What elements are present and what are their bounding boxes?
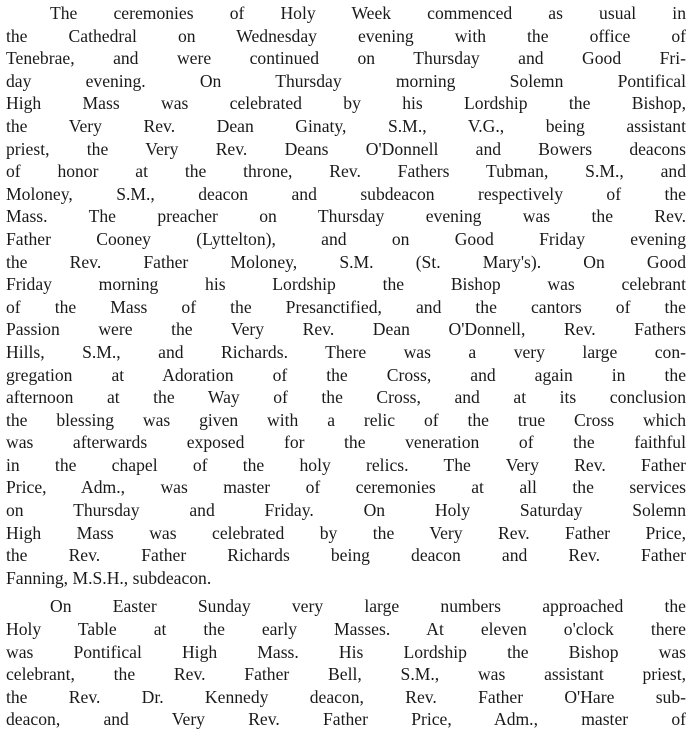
text-line: Holy Table at the early Masses. At eleven o'clock there xyxy=(6,619,686,640)
text-line: Mass. The preacher on Thursday evening was the Rev. xyxy=(6,206,686,227)
text-line: The ceremonies of Holy Week commenced as usual in xyxy=(50,3,686,23)
text-line: in the chapel of the holy relics. The Very Rev. Father xyxy=(6,454,686,475)
text-line: on Thursday and Friday. On Holy Saturday Solemn xyxy=(6,500,686,521)
text-line: the Very Rev. Dean Ginaty, S.M., V.G., being assistant xyxy=(6,115,686,136)
paragraph-easter-sunday xyxy=(6,595,686,731)
text-line: gregation at Adoration of the Cross, and again in the xyxy=(6,364,686,385)
text-line: High Mass was celebrated by his Lordship the Bishop, xyxy=(6,93,686,114)
text-line: On Easter Sunday very large numbers approached the xyxy=(50,596,686,617)
text-line: the Rev. Father Richards being deacon and Rev. Father xyxy=(6,545,686,566)
text-line: the Cathedral on Wednesday evening with the office of xyxy=(6,25,686,46)
text-line: of the Mass of the Presanctified, and the cantors of the xyxy=(6,296,686,317)
text-line: Fanning, M.S.H., subdeacon. xyxy=(6,567,212,588)
text-line: of honor at the throne, Rev. Fathers Tubman, S.M., and xyxy=(6,161,686,182)
text-line: Price, Adm., was master of ceremonies at all the services xyxy=(6,477,686,498)
text-line: Moloney, S.M., deacon and subdeacon respectively of the xyxy=(6,183,686,204)
text-line: Tenebrae, and were continued on Thursday and Good Fri- xyxy=(6,48,686,69)
text-line: priest, the Very Rev. Deans O'Donnell and Bowers deacons xyxy=(6,138,686,159)
text-line: Hills, S.M., and Richards. There was a very large con- xyxy=(6,341,686,362)
text-line: Passion were the Very Rev. Dean O'Donnell, Rev. Fathers xyxy=(6,319,686,340)
text-line: was afterwards exposed for the veneration of the faithful xyxy=(6,432,686,453)
text-line: the Rev. Dr. Kennedy deacon, Rev. Father O'Hare sub- xyxy=(6,686,686,707)
text-line: day evening. On Thursday morning Solemn Pontifical xyxy=(6,70,686,91)
text-line: High Mass was celebrated by the Very Rev. Father Price, xyxy=(6,522,686,543)
text-line: Father Cooney (Lyttelton), and on Good Friday evening xyxy=(6,228,686,249)
text-line: was Pontifical High Mass. His Lordship the Bishop was xyxy=(6,641,686,662)
text-line: the Rev. Father Moloney, S.M. (St. Mary's). On Good xyxy=(6,251,686,272)
text-line: the blessing was given with a relic of the true Cross which xyxy=(6,409,686,430)
paragraph-holy-week xyxy=(6,2,686,589)
text-line: afternoon at the Way of the Cross, and at its conclusion xyxy=(6,387,686,408)
text-line: celebrant, the Rev. Father Bell, S.M., was assistant priest, xyxy=(6,664,686,685)
text-line: Friday morning his Lordship the Bishop was celebrant xyxy=(6,274,686,295)
text-line: deacon, and Very Rev. Father Price, Adm., master of xyxy=(6,709,686,730)
